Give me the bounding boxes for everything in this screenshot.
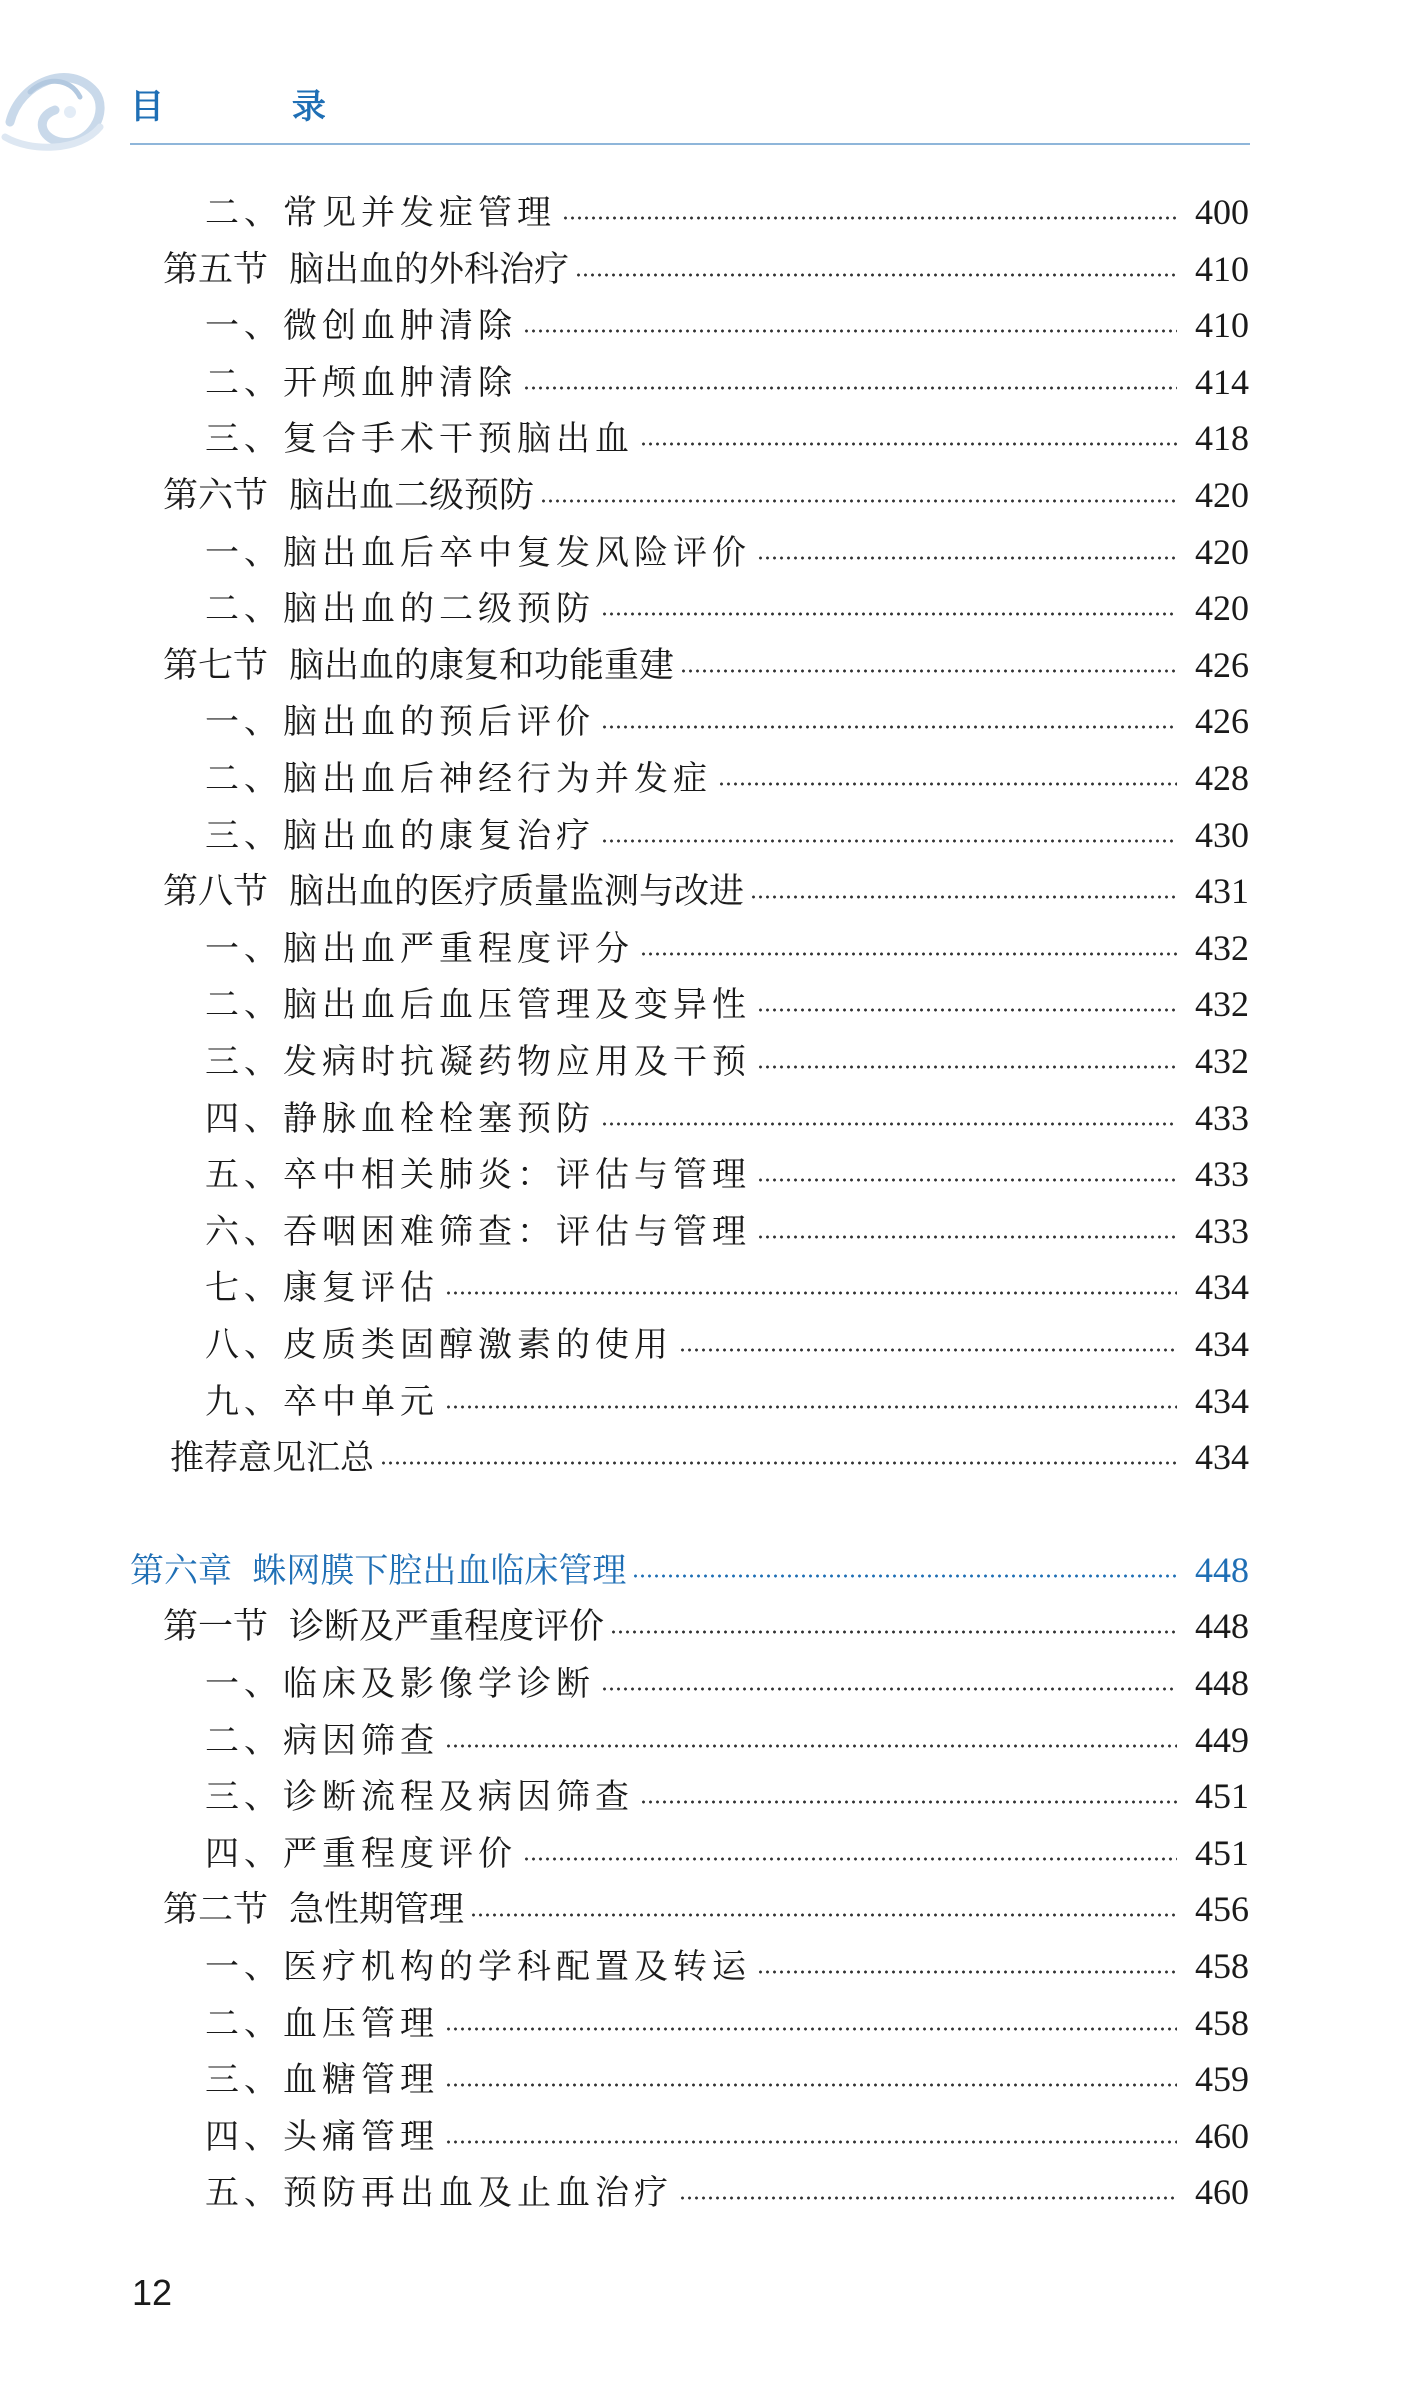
toc-entry-title: 急性期管理	[289, 1890, 465, 1931]
toc-entry-subsection[interactable]	[205, 813, 1249, 857]
dot-leader	[679, 1348, 1177, 1352]
dot-leader	[445, 2083, 1177, 2087]
toc-entry-label: 一、医疗机构的学科配置及转运	[205, 1947, 751, 1987]
dot-leader	[562, 216, 1177, 220]
toc-entry-subsection[interactable]	[205, 1096, 1249, 1140]
toc-entry-title: 脑出血的康复和功能重建	[289, 645, 675, 686]
toc-entry-subsection[interactable]	[205, 2057, 1249, 2101]
toc-entry-page: 434	[1195, 1380, 1249, 1421]
toc-entry-subsection[interactable]	[205, 926, 1249, 970]
dot-leader	[601, 1122, 1177, 1126]
toc-entry-label: 四、头痛管理	[205, 2116, 439, 2157]
toc-entry-section[interactable]	[163, 247, 1249, 291]
toc-entry-label: 五、卒中相关肺炎：评估与管理	[205, 1155, 751, 1196]
dot-leader	[445, 1291, 1177, 1295]
toc-entry-section[interactable]	[163, 1887, 1249, 1931]
toc-entry-prefix: 第六节	[163, 476, 269, 516]
toc-entry-page: 433	[1195, 1154, 1249, 1195]
toc-entry-label	[163, 248, 569, 292]
toc-entry-page: 420	[1195, 475, 1249, 515]
toc-entry-subsection[interactable]	[205, 1831, 1249, 1875]
dot-leader	[757, 1970, 1177, 1974]
toc-entry-subsection[interactable]	[205, 756, 1249, 800]
toc-entry-prefix: 第五节	[163, 249, 269, 290]
toc-entry-label	[130, 1549, 626, 1593]
toc-entry-label: 一、脑出血的预后评价	[205, 702, 595, 743]
toc-entry-page: 448	[1195, 1606, 1249, 1647]
toc-entry-section[interactable]	[163, 643, 1249, 687]
toc-entry-page: 448	[1195, 1663, 1249, 1703]
toc-entry-prefix: 第八节	[163, 872, 269, 913]
toc-entry-subsection[interactable]	[205, 1661, 1249, 1705]
dot-leader	[445, 2140, 1177, 2144]
toc-entry-prefix: 第二节	[163, 1890, 269, 1931]
toc-entry-page: 434	[1195, 1437, 1249, 1478]
toc-entry-page: 410	[1195, 305, 1249, 346]
toc-entry-subsection[interactable]	[205, 360, 1249, 404]
toc-entry-section[interactable]	[163, 473, 1249, 517]
toc-entry-label: 四、严重程度评价	[205, 1833, 517, 1874]
dot-leader	[757, 1235, 1177, 1239]
toc-entry-page: 448	[1195, 1549, 1249, 1590]
toc-entry-label: 六、吞咽困难筛查：评估与管理	[205, 1211, 751, 1252]
toc-entry-page: 433	[1195, 1097, 1249, 1138]
toc-entry-label: 七、康复评估	[205, 1268, 439, 1309]
toc-entry-section[interactable]	[163, 1604, 1249, 1648]
toc-entry-label: 二、脑出血后血压管理及变异性	[205, 985, 751, 1026]
toc-entry-label: 五、预防再出血及止血治疗	[205, 2173, 673, 2214]
toc-entry-subsection[interactable]	[205, 303, 1249, 347]
toc-entry-subsection[interactable]	[205, 2001, 1249, 2045]
toc-entry-page: 420	[1195, 531, 1249, 572]
toc-entry-label: 一、脑出血严重程度评分	[205, 928, 634, 969]
dot-leader	[750, 895, 1177, 899]
dot-leader	[445, 2027, 1177, 2031]
dot-leader	[601, 1687, 1177, 1691]
dot-leader	[757, 1178, 1177, 1182]
toc-entry-label: 二、血压管理	[205, 2003, 439, 2044]
toc-entry-subsection[interactable]	[205, 1774, 1249, 1818]
toc-entry-page: 449	[1195, 1719, 1249, 1760]
toc-entry-page: 432	[1195, 1041, 1249, 1081]
toc-entry-page: 460	[1195, 2115, 1249, 2156]
toc-entry-page: 400	[1195, 192, 1249, 232]
dot-leader	[575, 273, 1177, 277]
toc-entry-subsection[interactable]	[205, 1322, 1249, 1366]
dot-leader	[632, 1574, 1177, 1578]
dot-leader	[718, 782, 1177, 786]
toc-entry-page: 458	[1195, 2002, 1249, 2043]
toc-entry-page: 432	[1195, 927, 1249, 968]
header-divider	[130, 143, 1250, 145]
toc-entry-page: 431	[1195, 871, 1249, 912]
toc-entry-subsection[interactable]	[205, 190, 1249, 234]
dot-leader	[640, 952, 1177, 956]
dot-leader	[680, 669, 1177, 673]
dot-leader	[601, 725, 1177, 729]
toc-entry-subsection[interactable]	[205, 1039, 1249, 1083]
toc-entry-subsection[interactable]	[205, 982, 1249, 1026]
toc-entry-subsection[interactable]	[205, 2114, 1249, 2158]
toc-entry-label: 八、皮质类固醇激素的使用	[205, 1325, 673, 1365]
toc-entry-label	[163, 870, 744, 914]
dot-leader	[601, 612, 1177, 616]
toc-entry-label: 二、开颅血肿清除	[205, 362, 517, 403]
dot-leader	[679, 2196, 1177, 2200]
dot-leader	[523, 329, 1177, 333]
toc-entry-page: 434	[1195, 1324, 1249, 1364]
toc-entry-label	[163, 1605, 604, 1649]
toc-entry-subsection[interactable]	[205, 1944, 1249, 1988]
ribbon-logo-icon	[0, 52, 125, 162]
dot-leader	[523, 386, 1177, 390]
toc-entry-page: 434	[1195, 1267, 1249, 1308]
toc-entry-page: 410	[1195, 248, 1249, 289]
toc-entry-page: 426	[1195, 701, 1249, 742]
toc-entry-label: 一、微创血肿清除	[205, 306, 517, 347]
toc-entry-label: 九、卒中单元	[205, 1381, 439, 1422]
toc-entry-label: 三、血糖管理	[205, 2060, 439, 2101]
toc-entry-label: 二、常见并发症管理	[205, 193, 556, 233]
toc-entry-page: 414	[1195, 361, 1249, 402]
toc-entry-subsection[interactable]	[205, 530, 1249, 574]
toc-entry-prefix: 第七节	[163, 645, 269, 686]
toc-entry-page: 428	[1195, 758, 1249, 798]
dot-leader	[757, 1065, 1177, 1069]
toc-entry-page: 418	[1195, 418, 1249, 459]
dot-leader	[757, 1008, 1177, 1012]
dot-leader	[640, 1800, 1177, 1804]
toc-entry-label: 三、诊断流程及病因筛查	[205, 1777, 634, 1818]
toc-entry-page: 420	[1195, 588, 1249, 629]
page-header-title: 目 录	[130, 87, 384, 127]
dot-leader	[380, 1461, 1177, 1465]
toc-entry-prefix: 第一节	[163, 1607, 269, 1648]
dot-leader	[757, 556, 1177, 560]
toc-entry-label: 推荐意见汇总	[170, 1438, 374, 1479]
dot-leader	[640, 442, 1177, 446]
toc-entry-page: 451	[1195, 1776, 1249, 1817]
toc-entry-subsection[interactable]	[205, 1265, 1249, 1309]
toc-entry-label: 三、复合手术干预脑出血	[205, 419, 634, 460]
toc-entry-label: 一、脑出血后卒中复发风险评价	[205, 532, 751, 573]
toc-entry-page: 459	[1195, 2059, 1249, 2100]
toc-entry-label	[163, 1888, 464, 1932]
toc-entry-title: 诊断及严重程度评价	[289, 1607, 605, 1648]
dot-leader	[470, 1913, 1177, 1917]
toc-entry-summary[interactable]	[170, 1435, 1249, 1479]
dot-leader	[540, 499, 1177, 503]
dot-leader	[445, 1744, 1177, 1748]
toc-entry-title: 脑出血的医疗质量监测与改进	[289, 872, 745, 913]
toc-entry-subsection[interactable]	[205, 1209, 1249, 1253]
toc-entry-subsection[interactable]	[205, 1718, 1249, 1762]
toc-entry-page: 456	[1195, 1889, 1249, 1930]
toc-entry-page: 433	[1195, 1210, 1249, 1251]
toc-entry-subsection[interactable]	[205, 1379, 1249, 1423]
dot-leader	[445, 1405, 1177, 1409]
toc-entry-label: 二、病因筛查	[205, 1720, 439, 1761]
toc-entry-page: 430	[1195, 814, 1249, 855]
toc-entry-label: 二、脑出血后神经行为并发症	[205, 759, 712, 799]
toc-entry-page: 432	[1195, 984, 1249, 1025]
toc-entry-prefix: 第六章	[130, 1550, 232, 1591]
dot-leader	[610, 1630, 1177, 1634]
toc-entry-label: 三、发病时抗凝药物应用及干预	[205, 1042, 751, 1082]
toc-entry-label	[163, 474, 534, 518]
toc-entry-page: 451	[1195, 1832, 1249, 1873]
toc-entry-label: 一、临床及影像学诊断	[205, 1664, 595, 1704]
toc-entry-label: 三、脑出血的康复治疗	[205, 815, 595, 856]
toc-entry-subsection[interactable]	[205, 699, 1249, 743]
toc-entry-subsection[interactable]	[205, 2170, 1249, 2214]
page-number: 12	[132, 2272, 173, 2313]
toc-entry-page: 426	[1195, 644, 1249, 685]
toc-entry-subsection[interactable]	[205, 1152, 1249, 1196]
toc-entry-page: 460	[1195, 2172, 1249, 2213]
toc-entry-section[interactable]	[163, 869, 1249, 913]
toc-entry-subsection[interactable]	[205, 416, 1249, 460]
dot-leader	[601, 839, 1177, 843]
dot-leader	[523, 1857, 1177, 1861]
toc-entry-title: 脑出血的外科治疗	[289, 249, 570, 290]
toc-entry-title: 蛛网膜下腔出血临床管理	[252, 1550, 627, 1591]
toc-entry-label	[163, 644, 674, 688]
toc-entry-subsection[interactable]	[205, 586, 1249, 630]
toc-entry-title: 脑出血二级预防	[289, 476, 535, 516]
toc-entry-label: 二、脑出血的二级预防	[205, 589, 595, 630]
toc-entry-page: 458	[1195, 1946, 1249, 1986]
toc-entry-chapter[interactable]	[130, 1548, 1249, 1592]
toc-entry-label: 四、静脉血栓栓塞预防	[205, 1098, 595, 1139]
